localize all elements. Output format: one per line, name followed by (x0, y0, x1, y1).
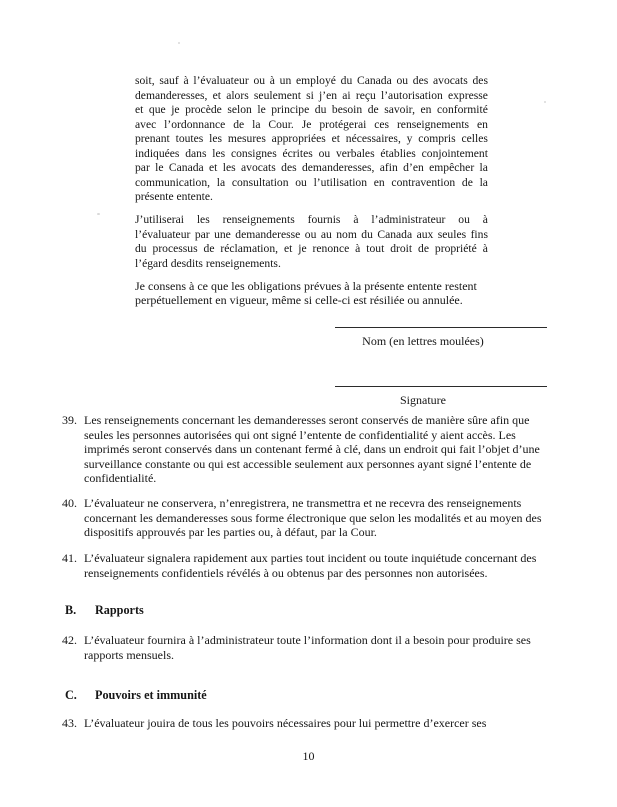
name-signature-rule (335, 327, 547, 328)
text-line: l’évaluateur par une demanderesse ou au nom du Canada aux seules fins (135, 227, 488, 241)
section-c-title: Pouvoirs et immunité (95, 688, 207, 702)
clause-41 (62, 551, 554, 580)
signature-block (335, 386, 547, 407)
clause-43-number: 43. (62, 716, 77, 730)
text-line: du processus de réclamation, et je renonce à tout droit de propriété à (135, 242, 488, 256)
scan-artifact (97, 213, 100, 215)
clause-40-number: 40. (62, 496, 77, 510)
clause-43 (62, 716, 554, 731)
clause-39 (62, 413, 554, 486)
affidavit-paragraph-2 (135, 213, 488, 271)
section-b-title: Rapports (95, 603, 144, 617)
text-line: J’utiliserai les renseignements fournis à l’administrateur ou à (135, 213, 488, 226)
text-line: perpétuellement en vigueur, même si celle-ci est résiliée ou annulée. (135, 293, 463, 308)
clause-42 (62, 633, 554, 662)
clause-42-text: L’évaluateur fournira à l’administrateur toute l’information dont il a besoin pour produire ses rapports mensuels. (84, 633, 531, 662)
signature-rule (335, 386, 547, 387)
text-line: prenant toutes les mesures appropriées et nécessaires, y compris celles (135, 132, 488, 146)
text-line: l’égard desdits renseignements. (135, 256, 281, 270)
name-signature-block (335, 327, 547, 348)
page-number: 10 (302, 749, 315, 763)
section-b-letter: B. (65, 603, 77, 617)
text-line: Je consens à ce que les obligations prévues à la présente entente restent (135, 279, 477, 293)
section-c-letter: C. (65, 688, 77, 702)
affidavit-paragraph-1 (135, 74, 488, 205)
clause-39-number: 39. (62, 413, 77, 427)
clause-40 (62, 496, 554, 540)
clause-41-number: 41. (62, 551, 77, 565)
clause-40-text: L’évaluateur ne conservera, n’enregistrera, ne transmettra et ne recevra des renseignements concernant les demanderesses sous forme électronique que selon les modalités et au moyen des dispositifs approuvés par les parties ou, à défaut, par la Cour. (84, 496, 542, 539)
text-line: et que je procède selon le principe du besoin de savoir, en conformité (135, 103, 488, 117)
clause-39-text: Les renseignements concernant les demanderesses seront conservés de manière sûre afin que seules les personnes autorisées qui ont signé l’entente de confidentialité y aient accès. Les imprimés seront conservés dans un contenant fermé à clé, dans un endroit qui fait l’objet d’une surveillance constante ou qui est accessible seulement aux personnes ayant signé l’entente de confidentialité. (84, 413, 540, 485)
text-line: présente entente. (135, 190, 213, 204)
affidavit-paragraph-3 (135, 279, 528, 308)
text-line: soit, sauf à l’évaluateur ou à un employé du Canada ou des avocats des (135, 74, 488, 87)
section-header-b (65, 603, 144, 618)
section-header-c (65, 688, 207, 703)
signature-label: Signature (400, 393, 446, 407)
text-line: communication, la consultation ou l’utilisation en contravention de la (135, 175, 488, 189)
clause-43-text: L’évaluateur jouira de tous les pouvoirs nécessaires pour lui permettre d’exercer ses (84, 716, 487, 730)
clause-42-number: 42. (62, 633, 77, 647)
name-signature-label: Nom (en lettres moulées) (362, 334, 484, 348)
scan-artifact (178, 42, 180, 44)
clause-41-text: L’évaluateur signalera rapidement aux parties tout incident ou toute inquiétude concernant des renseignements confidentiels révélés à ou obtenus par des personnes non autorisées. (84, 551, 537, 580)
text-line: demanderesses, et alors seulement si j’en ai reçu l’autorisation expresse (135, 88, 488, 102)
text-line: indiquées dans les consignes écrites ou verbales établies conjointement (135, 146, 488, 160)
text-line: avec l’ordonnance de la Cour. Je protégerai ces renseignements en (135, 117, 488, 131)
scan-artifact (544, 101, 546, 103)
text-line: par le Canada et les avocats des demanderesses, afin d’en empêcher la (135, 161, 488, 175)
